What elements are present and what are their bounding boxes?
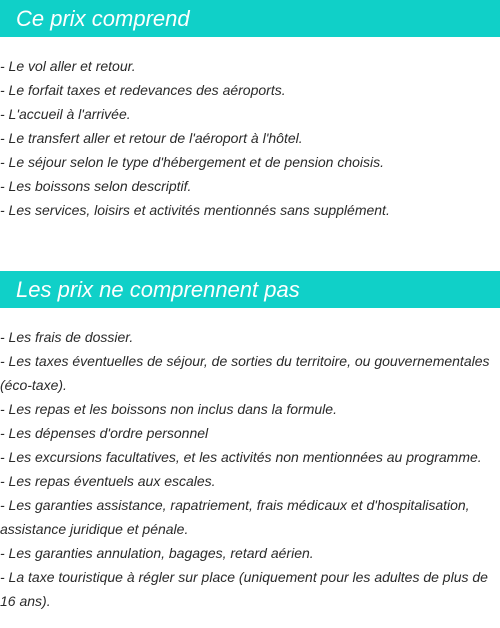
section-header-not-included: [0, 271, 500, 308]
section-title-not-included: Les prix ne comprennent pas: [16, 277, 300, 302]
list-item: - Le vol aller et retour.: [0, 58, 136, 74]
list-item: - Les garanties annulation, bagages, retard aérien.: [0, 545, 314, 561]
list-item: - La taxe touristique à régler sur place (uniquement pour les adultes de plus de 16 ans).: [0, 569, 488, 609]
list-item: - Le séjour selon le type d'hébergement et de pension choisis.: [0, 154, 385, 170]
list-item: - Les excursions facultatives, et les activités non mentionnées au programme.: [0, 449, 482, 465]
list-item: - Le transfert aller et retour de l'aéroport à l'hôtel.: [0, 130, 303, 146]
section-header-included: [0, 0, 500, 37]
list-item: - L'accueil à l'arrivée.: [0, 106, 131, 122]
list-item: - Les garanties assistance, rapatriement, frais médicaux et d'hospitalisation, assistance juridique et pénale.: [0, 497, 470, 537]
not-included-list: [0, 325, 500, 613]
list-item: - Les boissons selon descriptif.: [0, 178, 192, 194]
list-item: - Les repas et les boissons non inclus dans la formule.: [0, 401, 337, 417]
list-item: - Les dépenses d'ordre personnel: [0, 425, 209, 441]
list-item: - Les taxes éventuelles de séjour, de sorties du territoire, ou gouvernementales (éco-taxe).: [0, 353, 490, 393]
list-item: - Le forfait taxes et redevances des aéroports.: [0, 82, 286, 98]
included-list: [0, 54, 500, 222]
list-item: - Les repas éventuels aux escales.: [0, 473, 216, 489]
list-item: - Les frais de dossier.: [0, 329, 134, 345]
list-item: - Les services, loisirs et activités mentionnés sans supplément.: [0, 202, 390, 218]
section-title-included: Ce prix comprend: [16, 6, 190, 31]
